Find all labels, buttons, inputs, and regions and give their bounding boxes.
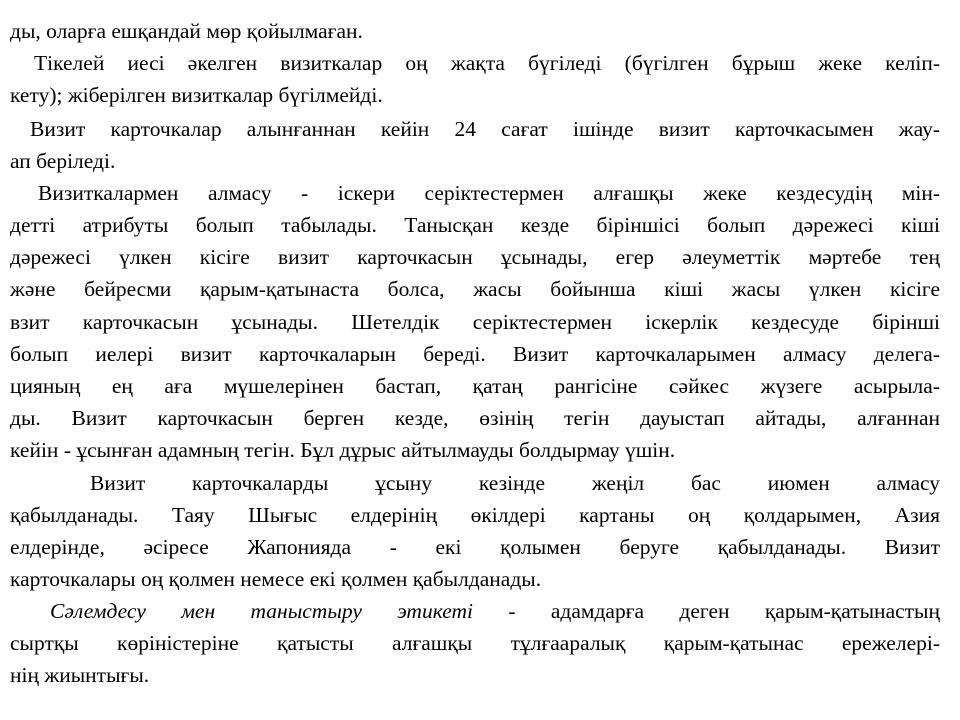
text-line: ды, оларға ешқандай мөр қойылмаған. [10,19,363,43]
text-line: взит карточкасын ұсынады. Шетелдік серіктестермен іскерлік кездесуде бірінші [10,310,940,334]
text-line: дәрежесі үлкен кісіге визит карточкасын ұсынады, егер әлеуметтік мәртебе тең [10,245,940,269]
text-line: Визиткалармен алмасу - іскери серіктестермен алғашқы жеке кездесудің мін- [38,181,940,205]
text-line: қабылданады. Таяу Шығыс елдерінің өкілдері картаны оң қолдарымен, Азия [10,503,940,527]
text-line: болып иелері визит карточкаларын береді. Визит карточкаларымен алмасу делега- [10,342,940,366]
text-line: және бейресми қарым-қатынаста болса, жасы бойынша кіші жасы үлкен кісіге [10,277,940,301]
text-line: ап беріледі. [10,149,116,173]
text-line: детті атрибуты болып табылады. Танысқан кезде біріншісі болып дәрежесі кіші [10,213,940,237]
text-line: Тікелей иесі әкелген визиткалар оң жақта бүгіледі (бүгілген бұрыш жеке келіп- [34,51,940,75]
text-line: елдерінде, әсіресе Жапонияда - екі қолымен беруге қабылданады. Визит [10,535,940,559]
final-paragraph-line-3: нің жиынтығы. [10,663,150,687]
text-line: Визит карточкаларды ұсыну кезінде жеңіл бас июмен алмасу [90,471,940,495]
text-line: кейін - ұсынған адамның тегін. Бұл дұрыс айтылмауды болдырмау үшін. [10,438,676,462]
final-paragraph-line-2: сыртқы көріністеріне қатысты алғашқы тұлғааралық қарым-қатынас ережелері- [10,631,940,655]
text-line: цияның ең аға мүшелерінен бастап, қатаң рангісіне сәйкес жүзеге асырыла- [10,374,940,398]
text-line: кету); жіберілген визиткалар бүгілмейді. [10,83,383,107]
text-line: Визит карточкалар алынғаннан кейін 24 сағат ішінде визит карточкасымен жау- [30,117,940,141]
final-paragraph-rest: - адамдарға деген қарым-қатынастың [473,599,940,623]
final-paragraph-line-1 [10,595,940,627]
text-line: ды. Визит карточкасын берген кезде, өзінің тегін дауыстап айтады, алғаннан [10,406,940,430]
text-line: карточкалары оң қолмен немесе екі қолмен қабылданады. [10,567,542,591]
italic-term: Сәлемдесу мен таныстыру этикеті [50,599,473,623]
